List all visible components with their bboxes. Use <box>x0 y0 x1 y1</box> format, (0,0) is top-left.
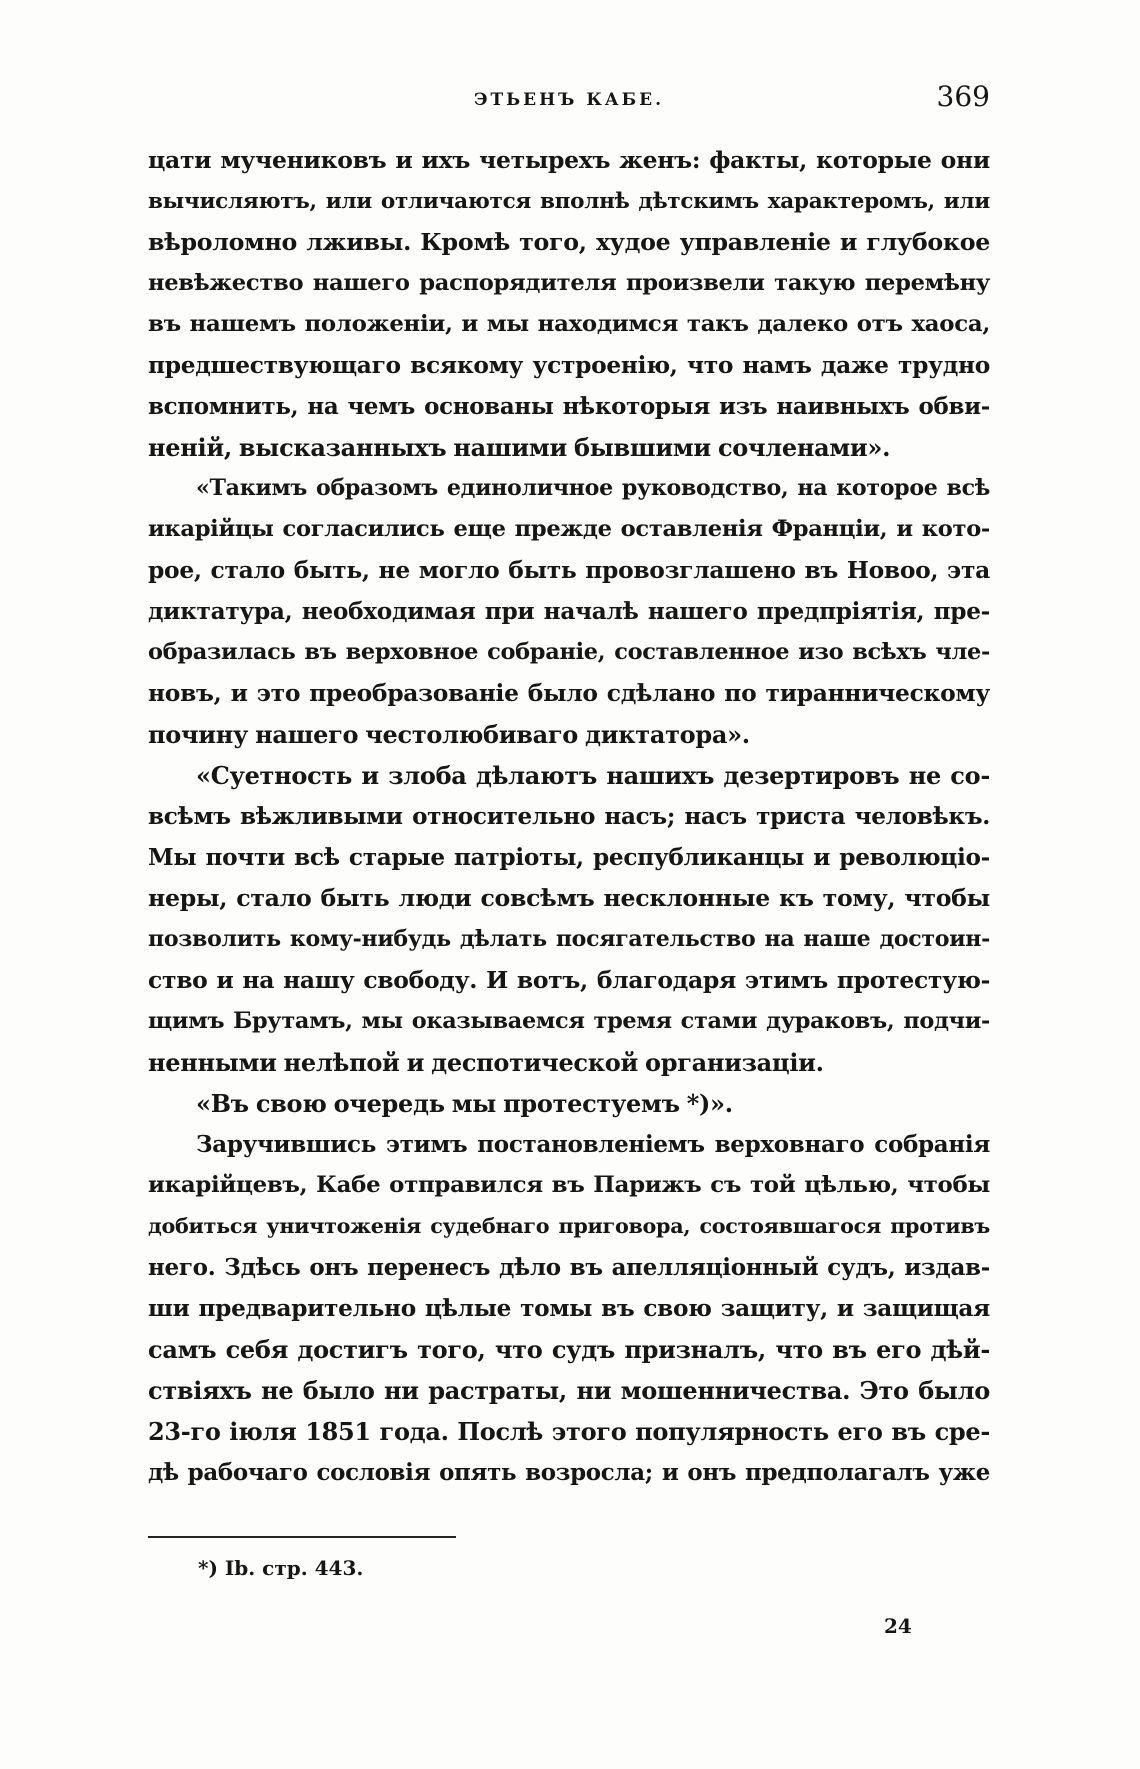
text-line: «Въ свою очередь мы протестуемъ *)». <box>196 1089 733 1118</box>
text-line: почину нашего честолюбиваго диктатора». <box>148 720 750 749</box>
paragraph-5 <box>148 1124 990 1493</box>
text-line: всѣмъ вѣжливыми относительно насъ; насъ триста человѣкъ. <box>148 803 990 830</box>
footnote-rule <box>148 1536 456 1538</box>
text-line: образилась въ верховное собраніе, составленное изо всѣхъ чле- <box>148 639 990 665</box>
paragraph-2 <box>148 468 990 755</box>
paragraph-3 <box>148 755 990 1083</box>
text-line: него. Здѣсь онъ перенесъ дѣло въ апелляціонный судъ, издав- <box>148 1254 990 1281</box>
text-line: въ нашемъ положеніи, и мы находимся такъ далеко отъ хаоса, <box>148 311 990 337</box>
text-line: «Такимъ образомъ единоличное руководство, на которое всѣ <box>196 475 990 501</box>
footnote: *) Ib. стр. 443. <box>198 1556 364 1580</box>
text-line: 23-го іюля 1851 года. Послѣ этого популярность его въ сре- <box>148 1417 990 1446</box>
text-line: «Суетность и злоба дѣлаютъ нашихъ дезертировъ не со- <box>196 761 990 790</box>
text-line: предшествующаго всякому устроенію, что намъ даже трудно <box>148 352 990 379</box>
text-line: икарійцевъ, Кабе отправился въ Парижъ съ той цѣлью, чтобы <box>148 1172 990 1198</box>
text-line: позволить кому-нибудь дѣлать посягательство на наше достоин- <box>148 926 990 952</box>
text-line: вспомнить, на чемъ основаны нѣкоторыя изъ наивныхъ обви- <box>148 393 990 420</box>
text-line: вычисляютъ, или отличаются вполнѣ дѣтскимъ характеромъ, или <box>148 189 990 214</box>
text-line: вѣроломно лживы. Кромѣ того, худое управленіе и глубокое <box>148 228 990 256</box>
signature-mark: 24 <box>884 1614 912 1638</box>
text-line: неній, высказанныхъ нашими бывшими сочленами». <box>148 433 891 462</box>
page-number: 369 <box>936 80 990 113</box>
paragraph-1 <box>148 140 990 468</box>
text-line: добиться уничтоженія судебнаго приговора, состоявшагося противъ <box>148 1214 990 1238</box>
text-line: рое, стало быть, не могло быть провозглашено въ Новоо, эта <box>148 556 990 584</box>
text-line: ши предварительно цѣлые томы въ свою защиту, и защищая <box>148 1295 990 1322</box>
text-line: икарійцы согласились еще прежде оставленія Франціи, и кото- <box>148 516 990 542</box>
text-line: невѣжество нашего распорядителя произвели такую перемѣну <box>148 270 990 296</box>
body-text <box>148 140 990 1493</box>
text-line: ство и на нашу свободу. И вотъ, благодаря этимъ протестую- <box>148 966 990 994</box>
text-line: ствіяхъ не было ни растраты, ни мошенничества. Это было <box>148 1376 990 1405</box>
text-line: щимъ Брутамъ, мы оказываемся тремя стами дураковъ, подчи- <box>148 1008 990 1034</box>
running-head <box>148 80 990 120</box>
text-line: неры, стало быть люди совсѣмъ несклонные къ тому, чтобы <box>148 884 990 912</box>
text-line: дѣ рабочаго сословія опять возросла; и онъ предполагалъ уже <box>148 1459 990 1486</box>
paragraph-4 <box>148 1083 990 1124</box>
text-line: диктатура, необходимая при началѣ нашего предпріятія, пре- <box>148 598 990 625</box>
text-line: Мы почти всѣ старые патріоты, республиканцы и революціо- <box>148 844 990 871</box>
text-line: самъ себя достигъ того, что судъ призналъ, что въ его дѣй- <box>148 1335 990 1364</box>
text-line: Заручившись этимъ постановленіемъ верховнаго собранія <box>196 1131 990 1158</box>
text-line: цати мучениковъ и ихъ четырехъ женъ: факты, которые они <box>148 146 990 174</box>
running-title: ЭТЬЕНЪ КАБЕ. <box>473 90 665 110</box>
text-line: ненными нелѣпой и деспотической организаціи. <box>148 1048 824 1077</box>
text-line: новъ, и это преобразованіе было сдѣлано по тиранническому <box>148 679 990 707</box>
